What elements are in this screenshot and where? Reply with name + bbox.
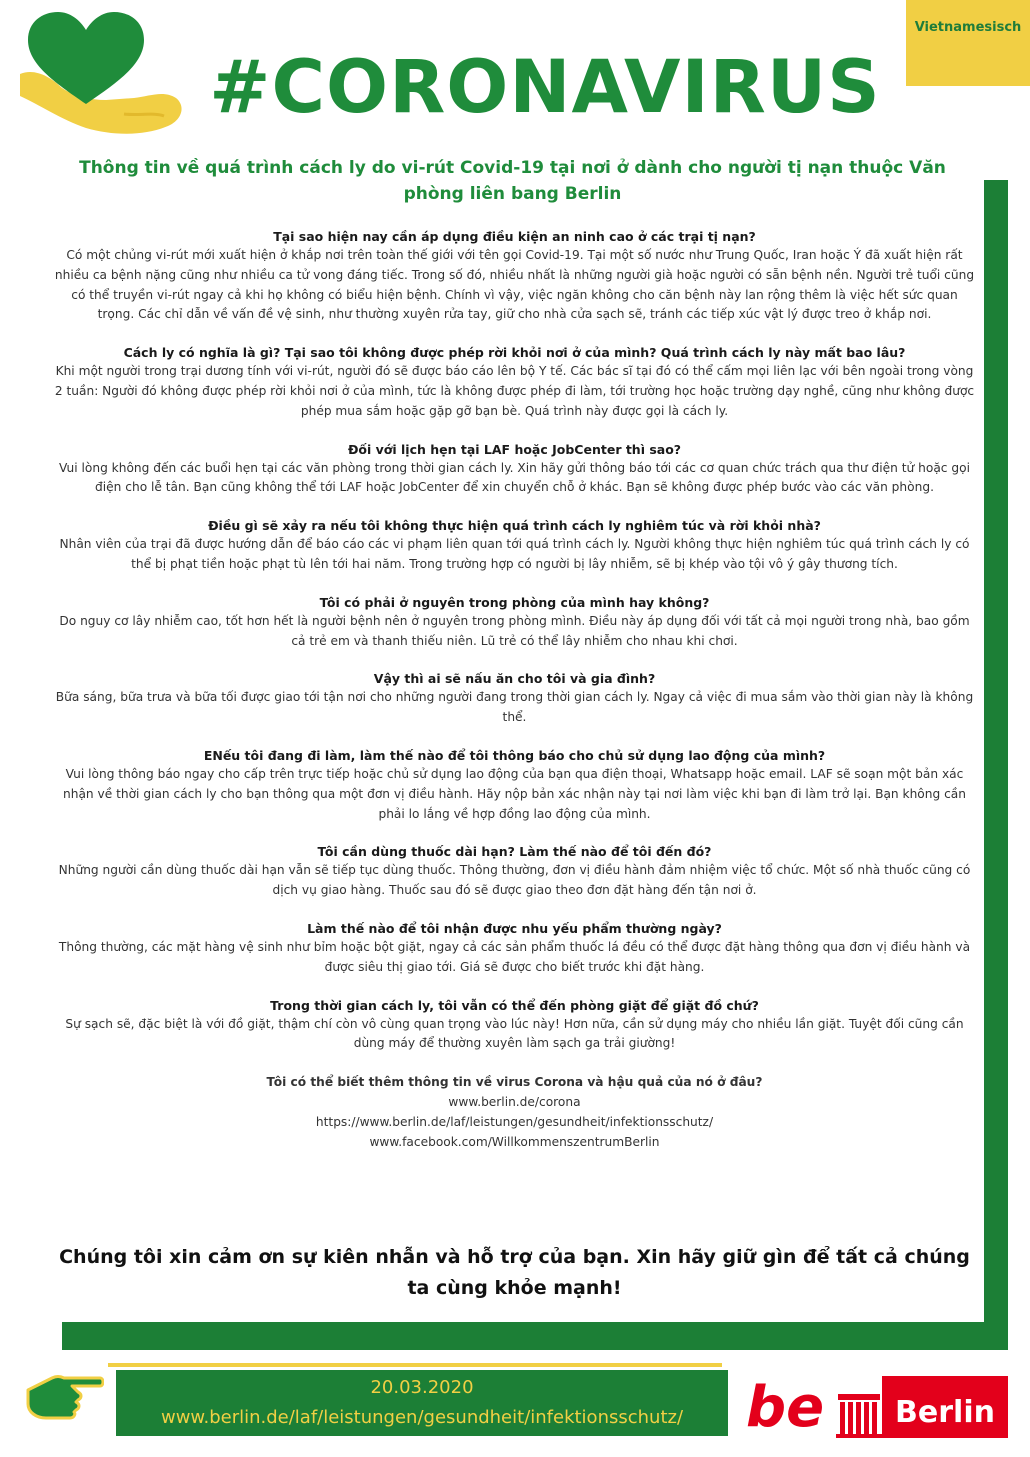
- answer: Nhân viên của trại đã được hướng dẫn để báo cáo các vi phạm liên quan tới quá trình cách ly. Người không thực hiện nghiêm túc quá trình cách ly có thể bị phạt tiền hoặc phạt tù lên tới hai năm. Trong trường hợp có người bị lây nhiễm, sẽ bị khép vào tội vô ý gây thương tích.: [59, 537, 970, 571]
- qa-section: [52, 919, 977, 978]
- question: Làm thế nào để tôi nhận được nhu yếu phẩm thường ngày?: [307, 920, 722, 936]
- link-facebook[interactable]: www.facebook.com/WillkommenszentrumBerlin: [369, 1135, 660, 1150]
- pointing-hand-icon: [22, 1370, 104, 1422]
- answer: Vui lòng thông báo ngay cho cấp trên trực tiếp hoặc chủ sử dụng lao động của bạn qua điện thoại, Whatsapp hoặc email. LAF sẽ soạn một bản xác nhận về thời gian cách ly cho bạn thông qua một đơn vị điều hành. Hãy nộp bản xác nhận này tại nơi làm việc khi bạn đi làm trở lại. Bạn không cần phải lo lắng về hợp đồng lao động của mình.: [63, 766, 966, 821]
- qa-section: [52, 516, 977, 575]
- answer: Khi một người trong trại dương tính với vi-rút, người đó sẽ được báo cáo lên bộ Y tế. Các bác sĩ tại đó có thể cấm mọi liên lạc với bên ngoài trong vòng 2 tuần: Người đó không được phép rời khỏi nơi ở của mình, tức là không được phép đi làm, tới trường học hoặc trường dạy nghề, cũng như không được phép mua sắm hoặc gặp gỡ bạn bè. Quá trình này được gọi là cách ly.: [54, 364, 975, 418]
- qa-section: [52, 343, 977, 421]
- more-info-section: [52, 1072, 977, 1152]
- qa-section: [52, 996, 977, 1055]
- question: Vậy thì ai sẽ nấu ăn cho tôi và gia đình?: [373, 671, 656, 687]
- language-tag-label: Vietnamesisch: [914, 20, 1022, 35]
- answer: Thông thường, các mặt hàng vệ sinh như bỉm hoặc bột giặt, ngay cả các sản phẩm thuốc lá đều có thể được đặt hàng thông qua đơn vị điều hành và được siêu thị giao tới. Giá sẽ được cho biết trước khi đặt hàng.: [58, 939, 971, 974]
- link-corona[interactable]: www.berlin.de/corona: [448, 1095, 581, 1110]
- qa-section: [52, 746, 977, 824]
- qa-section: [52, 593, 977, 652]
- answer: Vui lòng không đến các buổi hẹn tại các văn phòng trong thời gian cách ly. Xin hãy gửi thông báo tới các cơ quan chức trách qua thư điện tử hoặc gọi điện cho lễ tân. Bạn cũng không thể tới LAF hoặc JobCenter để xin chuyển chỗ ở khác. Bạn sẽ không được phép bước vào các văn phòng.: [59, 460, 970, 495]
- berlin-logo-be: be: [746, 1375, 825, 1440]
- subtitle: Thông tin về quá trình cách ly do vi-rút Covid-19 tại nơi ở dành cho người tị nạn thuộc Văn phòng liên bang Berlin: [79, 158, 946, 204]
- answer: Sự sạch sẽ, đặc biệt là với đồ giặt, thậm chí còn vô cùng quan trọng vào lúc này! Hơn nữa, cần sử dụng máy cho nhiều lần giặt. Tuyệt đối cũng cần dùng máy để thường xuyên làm sạch ga trải giường!: [65, 1016, 964, 1051]
- link-infektionsschutz[interactable]: https://www.berlin.de/laf/leistungen/gesundheit/infektionsschutz/: [315, 1115, 714, 1130]
- question: Đối với lịch hẹn tại LAF hoặc JobCenter thì sao?: [347, 441, 682, 457]
- answer: Những người cần dùng thuốc dài hạn vẫn sẽ tiếp tục dùng thuốc. Thông thường, đơn vị điều hành đảm nhiệm việc tổ chức. Một số nhà thuốc cũng có dịch vụ giao hàng. Thuốc sau đó sẽ được giao theo đơn đặt hàng đến tận nơi ở.: [58, 863, 971, 898]
- frame-bar-bottom: [62, 1322, 1008, 1350]
- footer-url[interactable]: www.berlin.de/laf/leistungen/gesundheit/infektionsschutz/: [160, 1407, 684, 1428]
- main-title: #CORONAVIRUS: [209, 45, 881, 130]
- qa-section: [52, 440, 977, 499]
- question: Tôi có thể biết thêm thông tin về virus Corona và hậu quả của nó ở đâu?: [266, 1075, 763, 1090]
- answer: Bữa sáng, bữa trưa và bữa tối được giao tới tận nơi cho những người đang trong thời gian cách ly. Ngay cả việc đi mua sắm vào thời gian này là không thể.: [55, 690, 974, 725]
- brandenburg-gate-icon: [836, 1394, 882, 1438]
- question: Cách ly có nghĩa là gì? Tại sao tôi không được phép rời khỏi nơi ở của mình? Quá trình cách ly này mất bao lâu?: [123, 345, 906, 361]
- answer: Có một chủng vi-rút mới xuất hiện ở khắp nơi trên toàn thế giới với tên gọi Covid-19. Tại một số nước như Trung Quốc, Iran hoặc Ý đã xuất hiện rất nhiều ca bệnh nặng cũng như nhiều ca tử vong đáng tiếc. Trong số đó, nhiều nhất là những người già hoặc người có sẵn bệnh nền. Người trẻ tuổi cũng có thể truyền vi-rút ngay cả khi họ không có biểu hiện bệnh. Chính vì vậy, việc ngăn không cho căn bệnh này lan rộng thêm là việc hết sức quan trọng. Các chỉ dẫn về vấn đề vệ sinh, như thường xuyên rửa tay, giữ cho nhà cửa sạch sẽ, tránh các tiếp xúc vật lý được treo ở khắp nơi.: [54, 248, 975, 322]
- question: ENếu tôi đang đi làm, làm thế nào để tôi thông báo cho chủ sử dụng lao động của mình?: [203, 747, 826, 763]
- question: Tôi có phải ở nguyên trong phòng của mình hay không?: [319, 594, 710, 610]
- language-tag: [906, 0, 1030, 86]
- qa-section: [52, 842, 977, 901]
- question: Trong thời gian cách ly, tôi vẫn có thể đến phòng giặt để giặt đồ chứ?: [270, 997, 759, 1013]
- question: Tại sao hiện nay cần áp dụng điều kiện an ninh cao ở các trại tị nạn?: [273, 229, 756, 244]
- thanks-message: Chúng tôi xin cảm ơn sự kiên nhẫn và hỗ trợ của bạn. Xin hãy giữ gìn để tất cả chúng ta cùng khỏe mạnh!: [59, 1246, 970, 1299]
- footer-box: [116, 1370, 728, 1436]
- question: Tôi cần dùng thuốc dài hạn? Làm thế nào để tôi đến đó?: [317, 844, 712, 860]
- frame-bar-right: [984, 180, 1008, 1350]
- footer-date: 20.03.2020: [370, 1377, 474, 1398]
- content: [52, 227, 977, 1170]
- berlin-logo-city: Berlin: [895, 1395, 995, 1430]
- heart-in-hand-icon: [14, 4, 190, 140]
- qa-section: [52, 227, 977, 325]
- qa-section: [52, 669, 977, 728]
- question: Điều gì sẽ xảy ra nếu tôi không thực hiện quá trình cách ly nghiêm túc và rời khỏi nhà?: [208, 518, 821, 534]
- answer: Do nguy cơ lây nhiễm cao, tốt hơn hết là người bệnh nên ở nguyên trong phòng mình. Điều này áp dụng đối với tất cả mọi người trong nhà, bao gồm cả trẻ em và thanh thiếu niên. Lũ trẻ có thể lây nhiễm cho nhau khi chơi.: [59, 613, 970, 648]
- berlin-logo: [746, 1372, 1008, 1442]
- footer-gold-line: [108, 1363, 722, 1367]
